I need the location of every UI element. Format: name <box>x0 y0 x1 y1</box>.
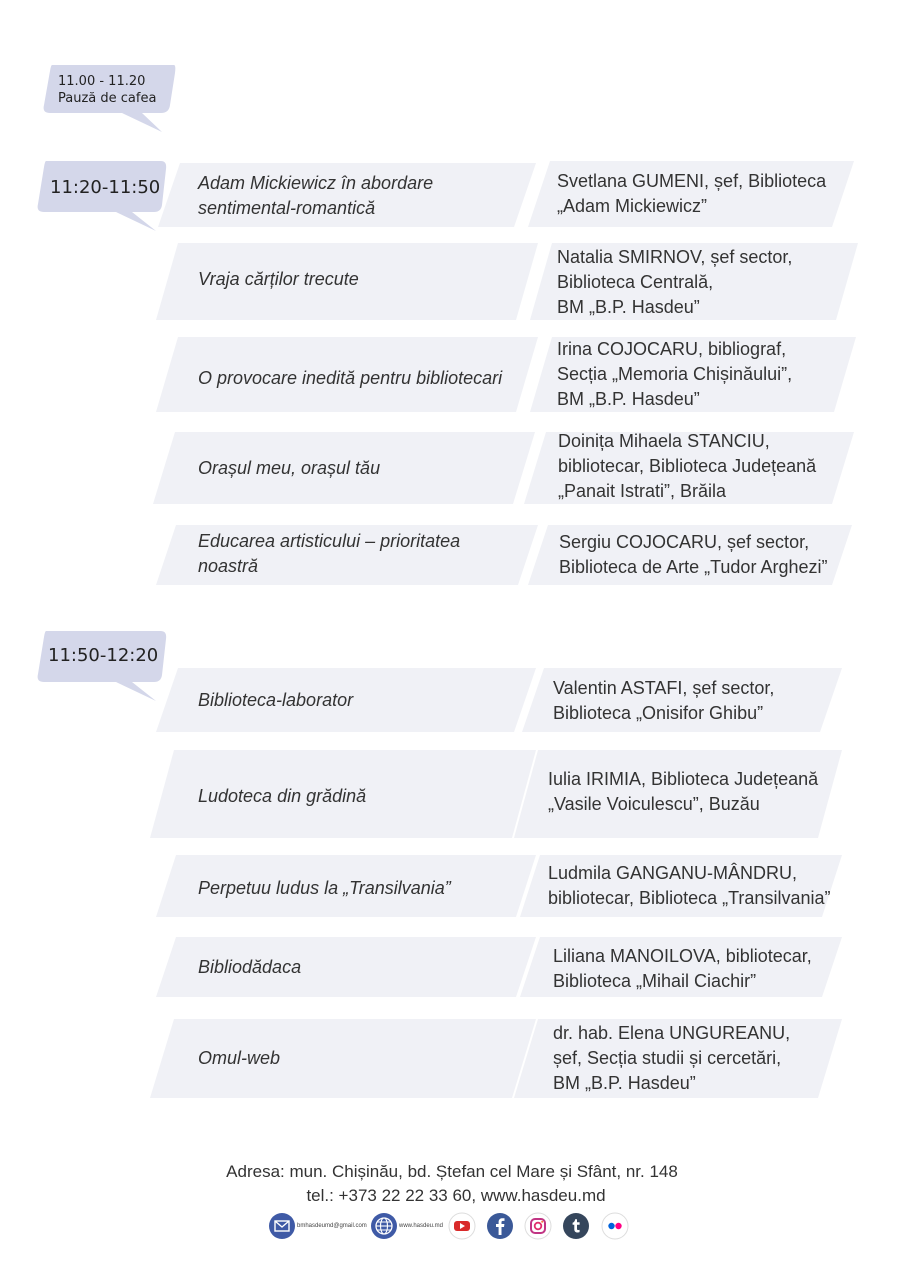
email-icon[interactable] <box>268 1212 296 1240</box>
topic-title: sentimental-romantică <box>198 198 376 218</box>
speaker-row <box>528 525 854 585</box>
speaker-name: Biblioteca „Onisifor Ghibu” <box>553 703 764 723</box>
topic-title: Bibliodădaca <box>198 957 302 977</box>
speaker-row <box>520 937 844 997</box>
topic-row <box>156 337 540 412</box>
session-time: 11:20-11:50 <box>50 177 161 198</box>
speaker-name: Natalia SMIRNOV, șef sector, <box>557 247 793 267</box>
speaker-row <box>524 432 856 504</box>
topic-title: Educarea artisticului – prioritatea <box>198 531 461 551</box>
speaker-row <box>530 243 860 320</box>
speaker-name: „Vasile Voiculescu”, Buzău <box>548 794 760 814</box>
instagram-icon[interactable] <box>524 1212 552 1240</box>
speaker-name: BM „B.P. Hasdeu” <box>553 1073 696 1093</box>
speaker-name: șef, Secția studii și cercetări, <box>553 1048 782 1068</box>
facebook-icon[interactable] <box>486 1212 514 1240</box>
speaker-name: Ludmila GANGANU-MÂNDRU, <box>548 863 798 883</box>
speaker-name: BM „B.P. Hasdeu” <box>557 389 700 409</box>
speaker-name: Doinița Mihaela STANCIU, <box>558 431 770 451</box>
email-label[interactable]: bmhasdeumd@gmail.com <box>297 1223 367 1229</box>
speaker-name: „Adam Mickiewicz” <box>557 196 708 216</box>
session-1-time-bubble <box>36 161 176 233</box>
youtube-icon[interactable] <box>448 1212 476 1240</box>
speaker-name: Iulia IRIMIA, Biblioteca Județeană <box>548 769 819 789</box>
session-2-time-bubble <box>36 631 176 703</box>
topic-title: Adam Mickiewicz în abordare <box>198 173 434 193</box>
speaker-name: BM „B.P. Hasdeu” <box>557 297 700 317</box>
topic-title: Vraja cărților trecute <box>198 269 359 289</box>
topic-title: Biblioteca-laborator <box>198 690 354 710</box>
speaker-name: „Panait Istrati”, Brăila <box>558 481 727 501</box>
topic-row <box>156 937 538 997</box>
speaker-row <box>514 750 844 838</box>
topic-row <box>150 1019 538 1098</box>
topic-title: noastră <box>198 556 259 576</box>
speaker-name: bibliotecar, Biblioteca „Transilvania” <box>548 888 831 908</box>
topic-row <box>156 525 540 585</box>
tumblr-icon[interactable] <box>562 1212 590 1240</box>
topic-row <box>150 750 538 838</box>
break-label: Pauză de cafea <box>58 91 157 106</box>
topic-title: Orașul meu, orașul tău <box>198 458 381 478</box>
speaker-name: bibliotecar, Biblioteca Județeană <box>558 456 817 476</box>
speaker-row <box>520 855 844 917</box>
speaker-name: Svetlana GUMENI, șef, Biblioteca <box>557 171 827 191</box>
speaker-name: Valentin ASTAFI, șef sector, <box>553 678 775 698</box>
speaker-name: Liliana MANOILOVA, bibliotecar, <box>553 946 812 966</box>
topic-row <box>153 432 537 504</box>
session-time: 11:50-12:20 <box>48 645 159 666</box>
speaker-name: Sergiu COJOCARU, șef sector, <box>559 532 810 552</box>
topic-title: O provocare inedită pentru bibliotecari <box>198 368 503 388</box>
flickr-icon[interactable] <box>601 1212 629 1240</box>
social-icons-bar <box>0 1212 912 1242</box>
break-time: 11.00 - 11.20 <box>58 74 146 89</box>
coffee-break-bubble <box>42 65 182 135</box>
speaker-row <box>528 161 856 227</box>
speaker-name: Irina COJOCARU, bibliograf, <box>557 339 787 359</box>
footer-contact: tel.: +373 22 22 33 60, www.hasdeu.md <box>306 1186 606 1205</box>
topic-row <box>156 668 538 732</box>
topic-row <box>156 243 540 320</box>
speech-bubble-shape <box>36 631 176 703</box>
topic-row <box>156 855 538 917</box>
topic-title: Omul-web <box>198 1048 281 1068</box>
topic-row <box>158 163 538 227</box>
globe-icon[interactable] <box>370 1212 398 1240</box>
footer-address: Adresa: mun. Chișinău, bd. Ștefan cel Mare și Sfânt, nr. 148 <box>226 1162 678 1181</box>
speaker-row <box>514 1019 844 1098</box>
web-label[interactable]: www.hasdeu.md <box>399 1223 444 1229</box>
speaker-name: dr. hab. Elena UNGUREANU, <box>553 1023 791 1043</box>
speaker-row <box>522 668 844 732</box>
speaker-row <box>530 337 858 412</box>
speaker-name: Secția „Memoria Chișinăului”, <box>557 364 793 384</box>
speaker-name: Biblioteca „Mihail Ciachir” <box>553 971 757 991</box>
speaker-name: Biblioteca de Arte „Tudor Arghezi” <box>559 557 828 577</box>
speaker-name: Biblioteca Centrală, <box>557 272 714 292</box>
topic-title: Ludoteca din grădină <box>198 786 367 806</box>
topic-title: Perpetuu ludus la „Transilvania” <box>198 878 451 898</box>
